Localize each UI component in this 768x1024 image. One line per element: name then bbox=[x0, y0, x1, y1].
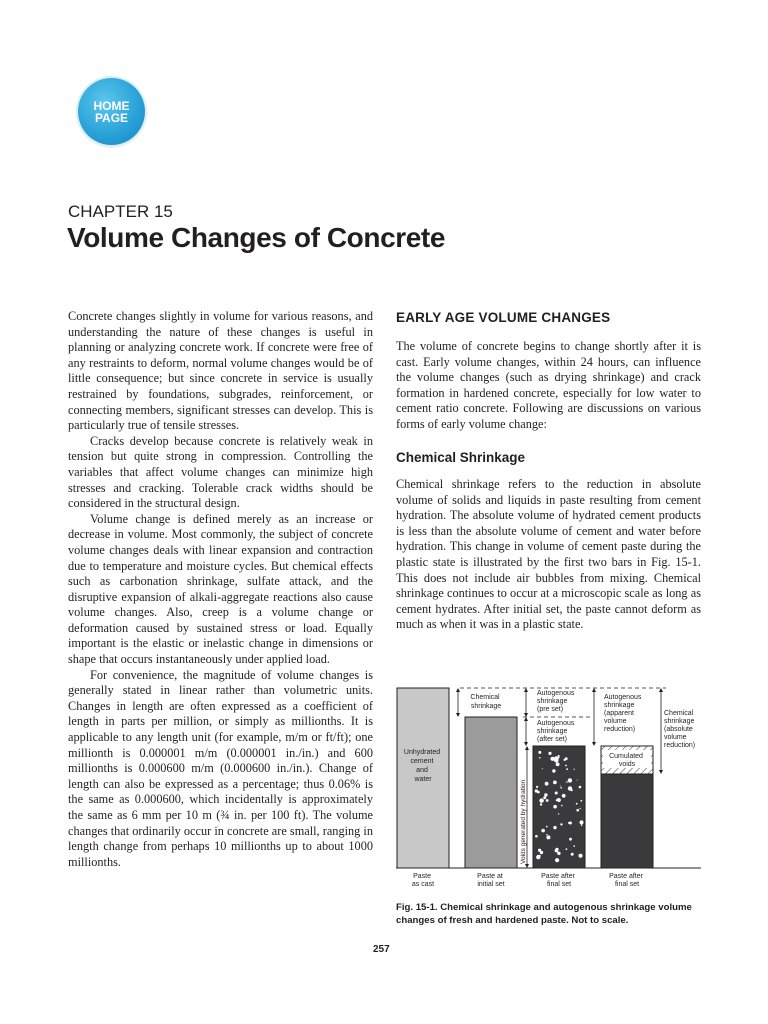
section-heading: EARLY AGE VOLUME CHANGES bbox=[396, 310, 611, 325]
paragraph-3: Volume change is defined merely as an increase or decrease in volume. Most commonly, the subject of concrete volume changes deals with linear expansion and contraction due to temperature and moisture cycles. But chemical effects such as carbonation shrinkage, sulfate attack, and the disruptive expansion of alkali-aggregate reactions also cause volume changes. Also, creep is a volume change or deformation caused by sustained stress or load. Equally important is the elastic or inelastic change in dimensions or shape that occurs instantaneously under applied load. bbox=[68, 511, 373, 667]
void-dot bbox=[560, 785, 561, 786]
void-dot bbox=[564, 759, 566, 761]
bar-paste-initial-set bbox=[465, 717, 517, 868]
x-label-2: Paste at initial set bbox=[477, 873, 505, 888]
void-dot bbox=[555, 849, 559, 853]
label-chemical-absolute: Chemical shrinkage (absolute volume reduction) bbox=[664, 710, 696, 749]
void-dot bbox=[576, 809, 579, 812]
section-intro bbox=[396, 339, 701, 433]
label-unhydrated: Unhydrated cement and water bbox=[403, 749, 441, 783]
void-dot bbox=[542, 768, 543, 769]
paragraph-1: Concrete changes slightly in volume for various reasons, and understanding the nature of these changes is useful in planning or analyzing concrete work. If concrete were free of any restraints to deform, normal volume changes would be of little consequence; but since concrete in service is usually restrained by foundations, subgrades, reinforcement, or connecting members, significant stresses can develop. This is particularly true of tensile stresses. bbox=[68, 309, 373, 433]
void-dot bbox=[540, 851, 543, 854]
void-dot bbox=[544, 793, 547, 796]
void-dot bbox=[539, 757, 541, 759]
label-autogenous-after-set: Autogenous shrinkage (after set) bbox=[537, 720, 575, 743]
void-dot bbox=[537, 791, 540, 794]
void-dot bbox=[538, 751, 541, 754]
void-dot bbox=[579, 854, 583, 858]
intro-paragraph: The volume of concrete begins to change shortly after it is cast. Early volume changes, within 24 hours, can influence the volume changes (such as drying shrinkage) and crack formation in hardened concrete, especially for low water to cement ratio concrete. Following are discussions on various forms of early volume change: bbox=[396, 339, 701, 431]
void-dot bbox=[539, 855, 541, 857]
figure-15-1 bbox=[396, 686, 701, 891]
shrinkage-diagram bbox=[396, 686, 701, 891]
void-dot bbox=[580, 808, 581, 809]
chemical-paragraph: Chemical shrinkage refers to the reduction in absolute volume of solids and liquids in paste resulting from cement hydration. The absolute volume of hydrated cement products is less than the absolute volume of cement and water before hydration. This change in volume of cement paste during the plastic state is illustrated by the first two bars in Fig. 15-1. This does not include air bubbles from mixing. Chemical shrinkage continues to occur at a microscopic scale as long as cement hydrates. After initial set, the paste cannot deform as much as when it was in a plastic state. bbox=[396, 477, 701, 632]
void-dot bbox=[553, 805, 557, 809]
void-dot bbox=[546, 834, 547, 835]
paragraph-2: Cracks develop because concrete is relatively weak in tension but quite strong in compression. Controlling the variables that affect volume changes can minimize high stresses and cracking. Tolerable crack widths should be considered in the structural design. bbox=[68, 433, 373, 511]
void-dot bbox=[546, 799, 549, 802]
void-dot bbox=[566, 768, 568, 770]
void-dot bbox=[560, 787, 562, 789]
void-dot bbox=[553, 826, 556, 829]
void-dot bbox=[535, 835, 538, 838]
bar-paste-after-final-set-2 bbox=[601, 774, 653, 868]
void-dot bbox=[581, 824, 583, 826]
page-title: Volume Changes of Concrete bbox=[67, 222, 446, 253]
void-dot bbox=[552, 769, 555, 772]
void-dot bbox=[565, 765, 567, 767]
label-chemical-shrinkage: Chemical shrinkage bbox=[470, 694, 502, 710]
x-label-1: Paste as cast bbox=[411, 873, 435, 888]
void-dot bbox=[573, 845, 575, 847]
x-label-3: Paste after final set bbox=[541, 873, 575, 888]
void-dot bbox=[554, 756, 559, 761]
home-label: HOME bbox=[93, 98, 130, 113]
void-dot bbox=[548, 752, 551, 755]
void-dot bbox=[580, 800, 582, 802]
void-dot bbox=[561, 805, 563, 807]
home-page-button[interactable] bbox=[78, 78, 145, 145]
void-dot bbox=[571, 853, 574, 856]
subsection-heading: Chemical Shrinkage bbox=[396, 450, 526, 465]
void-dot bbox=[540, 803, 542, 805]
label-autogenous-apparent: Autogenous shrinkage (apparent volume reduction) bbox=[604, 694, 642, 733]
page-number: 257 bbox=[373, 944, 390, 955]
void-dot bbox=[576, 803, 578, 805]
void-dot bbox=[577, 780, 578, 781]
label-autogenous-pre-set: Autogenous shrinkage (pre set) bbox=[537, 690, 575, 713]
left-column bbox=[68, 309, 373, 870]
void-dot bbox=[558, 813, 559, 814]
void-dot bbox=[560, 823, 562, 825]
void-dot bbox=[555, 792, 558, 795]
void-dot bbox=[545, 782, 549, 786]
void-dot bbox=[568, 786, 572, 790]
void-dot bbox=[579, 786, 582, 789]
void-dot bbox=[553, 781, 557, 785]
void-dot bbox=[543, 796, 546, 799]
void-dot bbox=[580, 820, 584, 824]
void-dot bbox=[568, 778, 572, 782]
void-dot bbox=[546, 826, 548, 828]
void-dot bbox=[566, 781, 568, 783]
x-label-4: Paste after final set bbox=[609, 873, 643, 888]
void-dot bbox=[569, 838, 572, 841]
void-dot bbox=[536, 786, 538, 788]
void-dot bbox=[574, 769, 575, 770]
void-dot bbox=[557, 852, 560, 855]
void-dot bbox=[550, 757, 554, 761]
figure-caption: Fig. 15-1. Chemical shrinkage and autogenous shrinkage volume changes of fresh and hardened paste. Not to scale. bbox=[396, 902, 692, 926]
void-dot bbox=[539, 798, 543, 802]
void-dot bbox=[541, 829, 545, 833]
chemical-shrinkage-text bbox=[396, 477, 701, 633]
void-dot bbox=[562, 794, 566, 798]
void-dot bbox=[556, 762, 560, 766]
void-dot bbox=[556, 799, 558, 801]
void-dot bbox=[555, 858, 559, 862]
page-label: PAGE bbox=[94, 110, 129, 125]
void-dot bbox=[566, 848, 568, 850]
void-dot bbox=[568, 822, 570, 824]
paragraph-4: For convenience, the magnitude of volume changes is generally stated in linear rather than volumetric units. Changes in length are often expressed as a coefficient of length in parts per million, or simply as millionths. It is applicable to any length unit (for example, m/m or ft/ft); one millionth is 0.000001 m/m (0.000001 in./in.) and 600 millionths is 0.000600 m/m (0.000600 in./in.). Change of length can also be expressed as a percentage; thus 0.06% is the same as 0.000600, which incidentally is approximately the same as 6 mm per 10 m (¾ in. per 100 ft). The volume changes that ordinarily occur in concrete are small, ranging in length change from perhaps 10 millionths up to about 1000 millionths. bbox=[68, 667, 373, 869]
chapter-label: CHAPTER 15 bbox=[68, 202, 173, 221]
label-voids-generated: Voids generated by hydration bbox=[520, 779, 527, 864]
label-cumulated-voids: Cumulated voids bbox=[609, 753, 643, 768]
void-dot bbox=[546, 835, 550, 839]
